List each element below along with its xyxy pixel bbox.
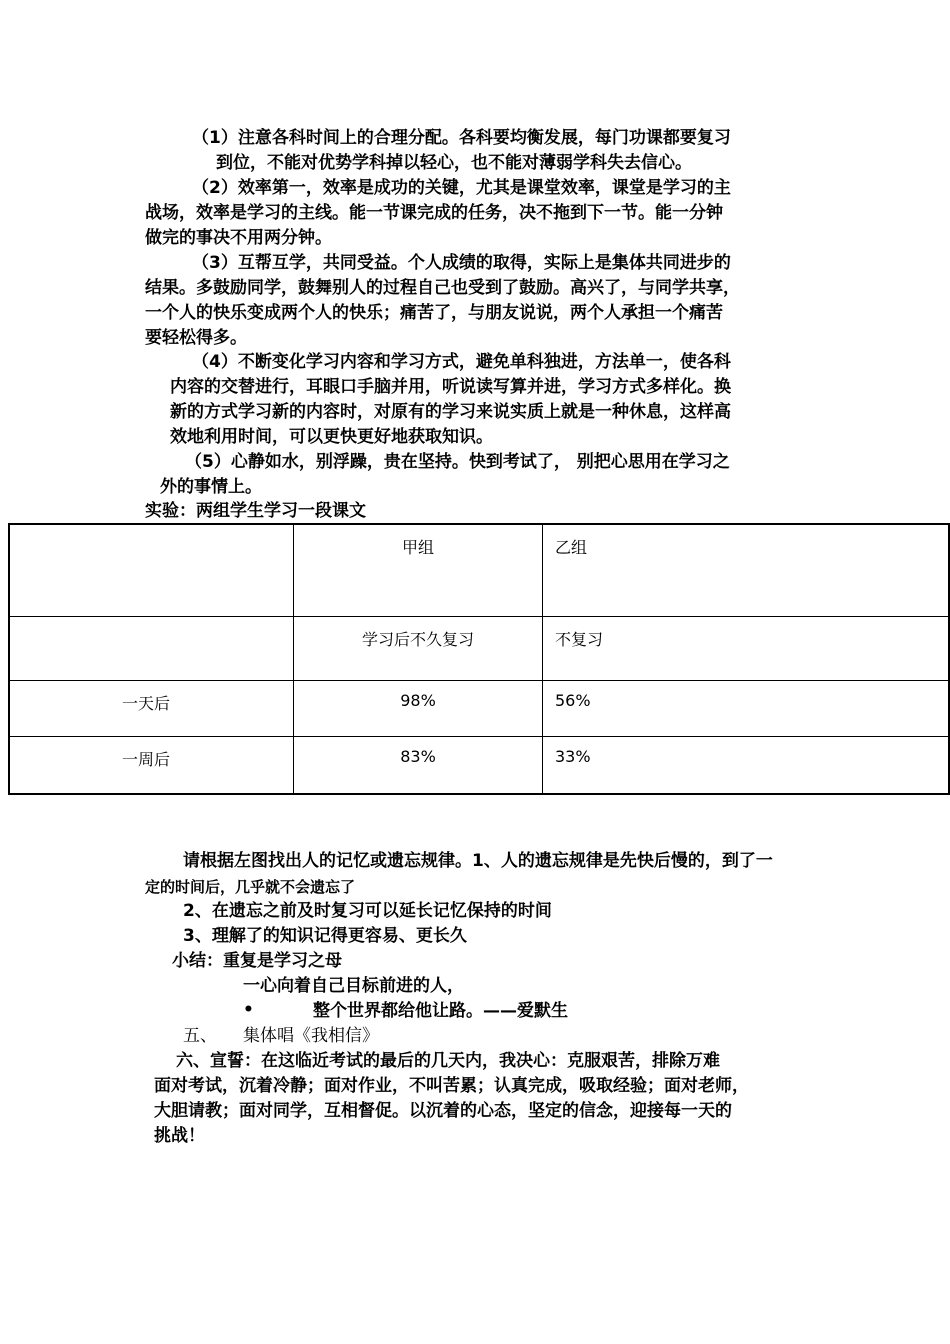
- section-6-line-1: 六、宣誓：在这临近考试的最后的几天内，我决心：克服艰苦，排除万难: [176, 1051, 720, 1071]
- quote-line-1: 一心向着自己目标前进的人，: [243, 976, 464, 996]
- table-cell-no-review: 不复习: [543, 616, 950, 680]
- question-line-2: 定的时间后，几乎就不会遗忘了: [145, 878, 356, 896]
- tip-1-line-1: （1）注意各科时间上的合理分配。各科要均衡发展，每门功课都要复习: [192, 128, 731, 148]
- tip-2-line-3: 做完的事决不用两分钟。: [145, 228, 332, 248]
- section-6-line-2: 面对考试，沉着冷静；面对作业，不叫苦累；认真完成，吸取经验；面对老师，: [154, 1076, 749, 1096]
- tip-3-line-1: （3）互帮互学，共同受益。个人成绩的取得，实际上是集体共同进步的: [192, 253, 731, 273]
- table-cell-value: 33%: [543, 736, 950, 794]
- quote-line-2: 整个世界都给他让路。——爱默生: [313, 1001, 568, 1021]
- table-cell-label: 一周后: [9, 736, 294, 794]
- table-cell-value: 83%: [294, 736, 543, 794]
- table-cell: [9, 524, 294, 616]
- tip-3-line-3: 一个人的快乐变成两个人的快乐；痛苦了，与朋友说说，两个人承担一个痛苦: [145, 303, 723, 323]
- section-6-line-3: 大胆请教；面对同学，互相督促。以沉着的心态，坚定的信念，迎接每一天的: [154, 1101, 732, 1121]
- table-cell-group-b: 乙组: [543, 524, 950, 616]
- table-row: [9, 736, 949, 794]
- section-6-line-4: 挑战！: [154, 1126, 205, 1146]
- tip-1-line-2: 到位，不能对优势学科掉以轻心，也不能对薄弱学科失去信心。: [216, 153, 692, 173]
- table-row: [9, 680, 949, 736]
- tip-2-line-1: （2）效率第一，效率是成功的关键，尤其是课堂效率，课堂是学习的主: [192, 178, 731, 198]
- table-cell-group-a: 甲组: [294, 524, 543, 616]
- table-subheader-row: [9, 616, 949, 680]
- tip-4-line-1: （4）不断变化学习内容和学习方式，避免单科独进，方法单一，使各科: [192, 352, 731, 372]
- section-5-text: 集体唱《我相信》: [243, 1026, 379, 1046]
- table-cell-value: 98%: [294, 680, 543, 736]
- rule-2: 2、在遗忘之前及时复习可以延长记忆保持的时间: [183, 901, 552, 921]
- table-cell-label: 一天后: [9, 680, 294, 736]
- table-cell: [9, 616, 294, 680]
- tip-4-line-2: 内容的交替进行，耳眼口手脑并用，听说读写算并进，学习方式多样化。换: [170, 377, 731, 397]
- experiment-title: 实验：两组学生学习一段课文: [145, 501, 366, 521]
- summary: 小结：重复是学习之母: [172, 951, 342, 971]
- tip-5-line-2: 外的事情上。: [160, 477, 262, 497]
- tip-3-line-2: 结果。多鼓励同学，鼓舞别人的过程自己也受到了鼓励。高兴了，与同学共享，: [145, 278, 740, 298]
- tip-5-line-1: （5）心静如水，别浮躁，贵在坚持。快到考试了， 别把心思用在学习之: [185, 452, 730, 472]
- tip-4-line-4: 效地利用时间，可以更快更好地获取知识。: [170, 427, 493, 447]
- tip-3-line-4: 要轻松得多。: [145, 328, 247, 348]
- experiment-table: [8, 523, 950, 795]
- tip-4-line-3: 新的方式学习新的内容时，对原有的学习来说实质上就是一种休息，这样高: [170, 402, 731, 422]
- table-cell-review-soon: 学习后不久复习: [294, 616, 543, 680]
- section-5-number: 五、: [183, 1026, 217, 1046]
- rule-3: 3、理解了的知识记得更容易、更长久: [183, 926, 467, 946]
- tip-2-line-2: 战场，效率是学习的主线。能一节课完成的任务，决不拖到下一节。能一分钟: [145, 203, 723, 223]
- table-header-row: [9, 524, 949, 616]
- table-cell-value: 56%: [543, 680, 950, 736]
- question-line-1: 请根据左图找出人的记忆或遗忘规律。1、人的遗忘规律是先快后慢的，到了一: [183, 851, 773, 871]
- bullet-marker: •: [243, 1000, 254, 1020]
